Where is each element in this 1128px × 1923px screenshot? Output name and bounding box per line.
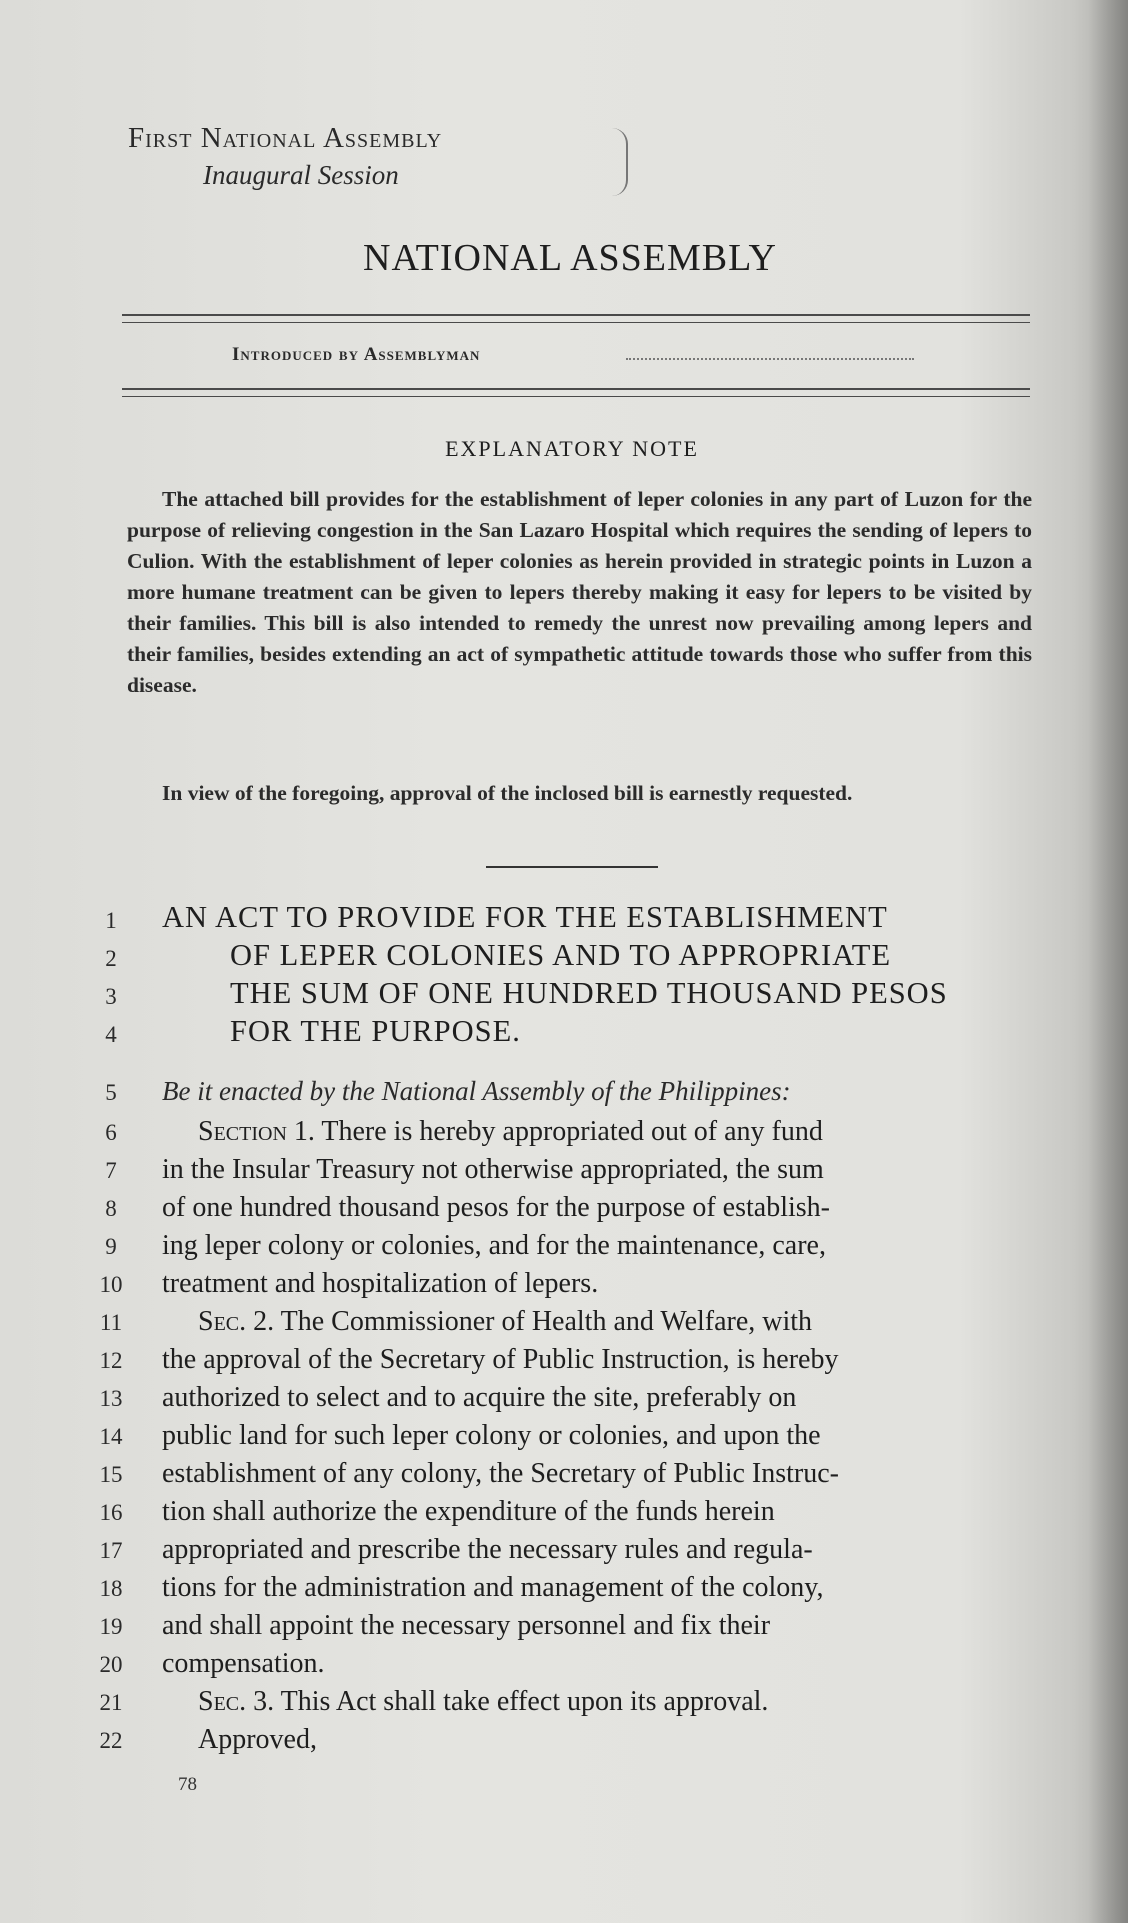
line-number: 4 [105,1022,117,1047]
session-name: Inaugural Session [203,160,399,190]
introduced-by-blank [626,358,914,360]
line-number: 7 [105,1158,117,1183]
act-body-line: the approval of the Secretary of Public Instruction, is hereby [162,1344,839,1375]
page-title: NATIONAL ASSEMBLY [363,237,777,279]
page-edge-shadow [1088,0,1128,1923]
line-number: 6 [105,1120,117,1145]
section-divider [486,866,658,868]
divider-top-1 [122,314,1030,316]
line-number: 16 [99,1500,123,1525]
act-title-line: AN ACT TO PROVIDE FOR THE ESTABLISHMENT [162,900,888,934]
explanatory-paragraph-2: In view of the foregoing, approval of the inclosed bill is earnestly requested. [162,781,853,805]
line-number: 19 [99,1614,123,1639]
line-number: 1 [105,908,117,933]
section-heading: Sec. 2. [198,1306,275,1337]
line-number: 20 [99,1652,123,1677]
act-title-line: THE SUM OF ONE HUNDRED THOUSAND PESOS [230,976,948,1010]
act-body-line: Approved, [198,1724,317,1755]
divider-mid-1 [122,388,1030,390]
explanatory-paragraph-1: The attached bill provides for the establishment of leper colonies in any part of Luzon for the purpose of relieving congestion in the San Lazaro Hospital which requires the sending of lepers to Culion. With the establishment of leper colonies as herein provided in strategic points in Luzon a more humane treatment can be given to lepers thereby making it easy for lepers to be visited by their families. This bill is also intended to remedy the unrest now prevailing among lepers and their families, besides extending an act of sympathetic attitude towards those who suffer from this disease. [127,487,1032,697]
act-body-line: ing leper colony or colonies, and for the maintenance, care, [162,1230,826,1261]
line-number: 5 [105,1080,117,1105]
assembly-header [128,122,648,196]
act-body-line: compensation. [162,1648,325,1679]
section-heading: Section 1. [198,1116,315,1147]
section-heading: Sec. 3. [198,1686,275,1717]
line-number: 9 [105,1234,117,1259]
act-body-line: tion shall authorize the expenditure of the funds herein [162,1496,775,1527]
act-title-line: OF LEPER COLONIES AND TO APPROPRIATE [230,938,892,972]
line-number: 18 [99,1576,123,1601]
line-number: 2 [105,946,117,971]
act-body-line [198,1306,812,1338]
introduced-by-label: Introduced by Assemblyman [232,344,481,365]
act-body-line: in the Insular Treasury not otherwise appropriated, the sum [162,1154,824,1185]
line-number: 21 [99,1690,123,1715]
act-body-line [198,1116,823,1148]
act-body-line: and shall appoint the necessary personnel and fix their [162,1610,771,1641]
divider-top-2 [122,322,1030,323]
line-number: 17 [99,1538,123,1563]
line-number: 12 [99,1348,123,1373]
act-body-line: authorized to select and to acquire the site, preferably on [162,1382,797,1413]
explanatory-note-title: EXPLANATORY NOTE [445,436,699,461]
line-number: 10 [99,1272,123,1297]
act-body-line [198,1686,768,1718]
enacting-clause: Be it enacted by the National Assembly of the Philippines: [162,1076,791,1106]
act-body-line: tions for the administration and management of the colony, [162,1572,824,1603]
line-number: 3 [105,984,117,1009]
assembly-name: First National Assembly [128,122,443,154]
line-number: 14 [99,1424,123,1449]
act-body-text: There is hereby appropriated out of any fund [314,1116,823,1147]
act-body-line: appropriated and prescribe the necessary rules and regula- [162,1534,813,1565]
line-number: 11 [99,1310,123,1335]
line-number: 13 [99,1386,123,1411]
line-number: 15 [99,1462,123,1487]
line-number: 22 [99,1728,123,1753]
line-number: 8 [105,1196,117,1221]
act-body-line: treatment and hospitalization of lepers. [162,1268,599,1299]
divider-mid-2 [122,396,1030,397]
act-body-text: The Commissioner of Health and Welfare, with [274,1306,813,1337]
act-body-line: establishment of any colony, the Secretary of Public Instruc- [162,1458,839,1489]
act-body-line: public land for such leper colony or colonies, and upon the [162,1420,821,1451]
act-body-line: of one hundred thousand pesos for the purpose of establish- [162,1192,830,1223]
act-body-text: This Act shall take effect upon its approval. [274,1686,769,1717]
page-number: 78 [178,1774,197,1795]
act-title-line: FOR THE PURPOSE. [230,1014,521,1048]
brace-mark [612,128,628,196]
